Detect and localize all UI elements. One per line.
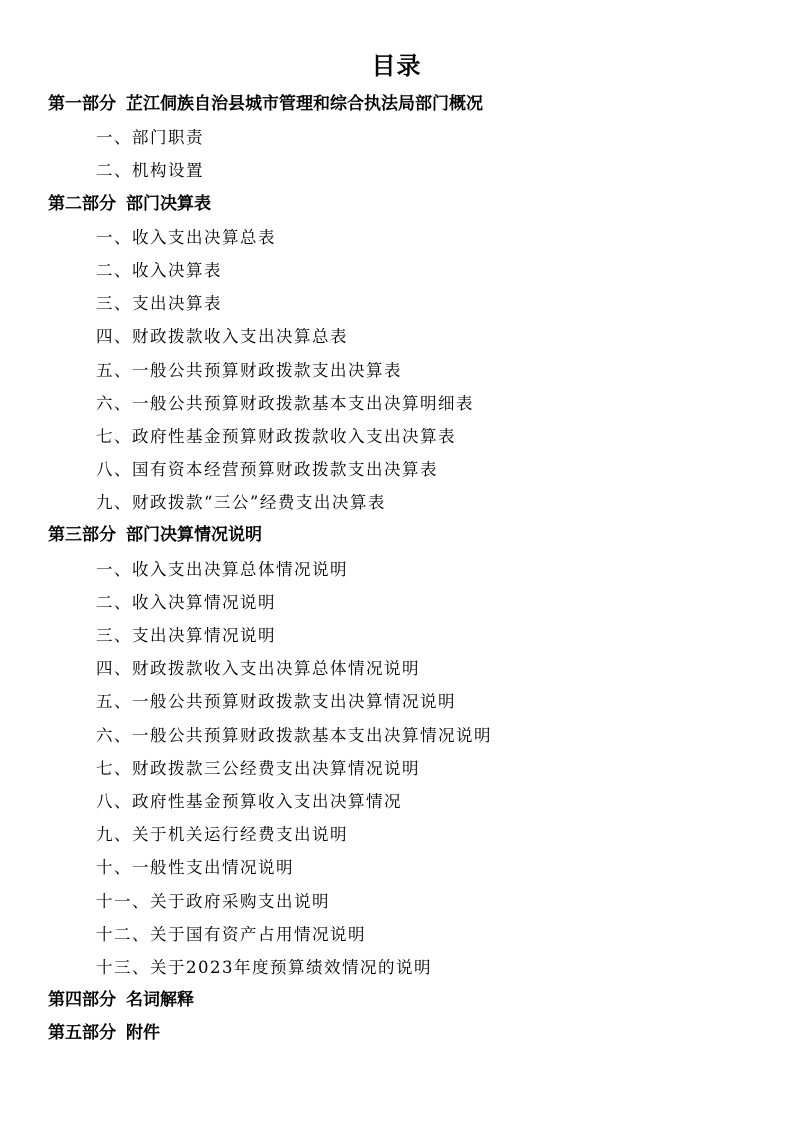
- toc-part-3: [0, 519, 793, 552]
- toc-item: 四、财政拨款收入支出决算总表: [96, 327, 348, 347]
- toc-item: 三、支出决算情况说明: [96, 626, 276, 645]
- toc-part-number: 第三部分: [48, 525, 116, 546]
- toc-item: 五、一般公共预算财政拨款支出决算情况说明: [96, 692, 456, 712]
- toc-item: 六、一般公共预算财政拨款基本支出决算明细表: [96, 393, 474, 413]
- toc-part-label: 部门决算情况说明: [126, 525, 262, 546]
- toc-item: 七、政府性基金预算财政拨款收入支出决算表: [96, 426, 456, 446]
- toc-item: 二、收入决算表: [96, 260, 222, 280]
- toc-part-number: 第一部分: [48, 94, 116, 114]
- toc-item: 九、关于机关运行经费支出说明: [96, 825, 348, 845]
- toc-item: 八、国有资本经营预算财政拨款支出决算表: [96, 460, 438, 480]
- toc-item: 三、支出决算表: [96, 294, 222, 314]
- toc-part-1: [0, 88, 793, 121]
- toc-part-number: 第五部分: [48, 1023, 116, 1044]
- toc-item: 六、一般公共预算财政拨款基本支出决算情况说明: [96, 725, 492, 745]
- toc-item: 七、财政拨款三公经费支出决算情况说明: [96, 758, 420, 778]
- toc-part-number: 第二部分: [48, 193, 116, 214]
- toc-item: 十一、关于政府采购支出说明: [96, 891, 330, 911]
- toc-item: 四、财政拨款收入支出决算总体情况说明: [96, 659, 420, 679]
- toc-part-5: [0, 1017, 793, 1050]
- toc-item: 一、部门职责: [96, 128, 204, 148]
- toc-item: 十、一般性支出情况说明: [96, 858, 294, 878]
- toc-part-label: 附件: [126, 1023, 160, 1044]
- toc-part-label: 部门决算表: [126, 193, 211, 214]
- toc-part-4: [0, 984, 793, 1017]
- toc-item: 十二、关于国有资产占用情况说明: [96, 924, 366, 944]
- toc-item: 九、财政拨款“三公”经费支出决算表: [96, 493, 386, 513]
- toc-item: 八、政府性基金预算收入支出决算情况: [96, 791, 402, 811]
- toc-item: 一、收入支出决算总体情况说明: [96, 559, 348, 579]
- page-title: 目录: [371, 52, 422, 80]
- toc-item: 二、收入决算情况说明: [96, 592, 276, 612]
- toc-item: 二、机构设置: [96, 161, 204, 181]
- toc-part-label: 名词解释: [126, 990, 194, 1011]
- toc-item: 一、收入支出决算总表: [96, 227, 276, 247]
- toc-part-label: 芷江侗族自治县城市管理和综合执法局部门概况: [126, 94, 483, 114]
- toc-item: 五、一般公共预算财政拨款支出决算表: [96, 360, 402, 380]
- table-of-contents: [0, 88, 793, 1050]
- toc-part-number: 第四部分: [48, 990, 116, 1011]
- toc-item: 十三、关于2023年度预算绩效情况的说明: [96, 957, 432, 977]
- toc-part-2: [0, 188, 793, 221]
